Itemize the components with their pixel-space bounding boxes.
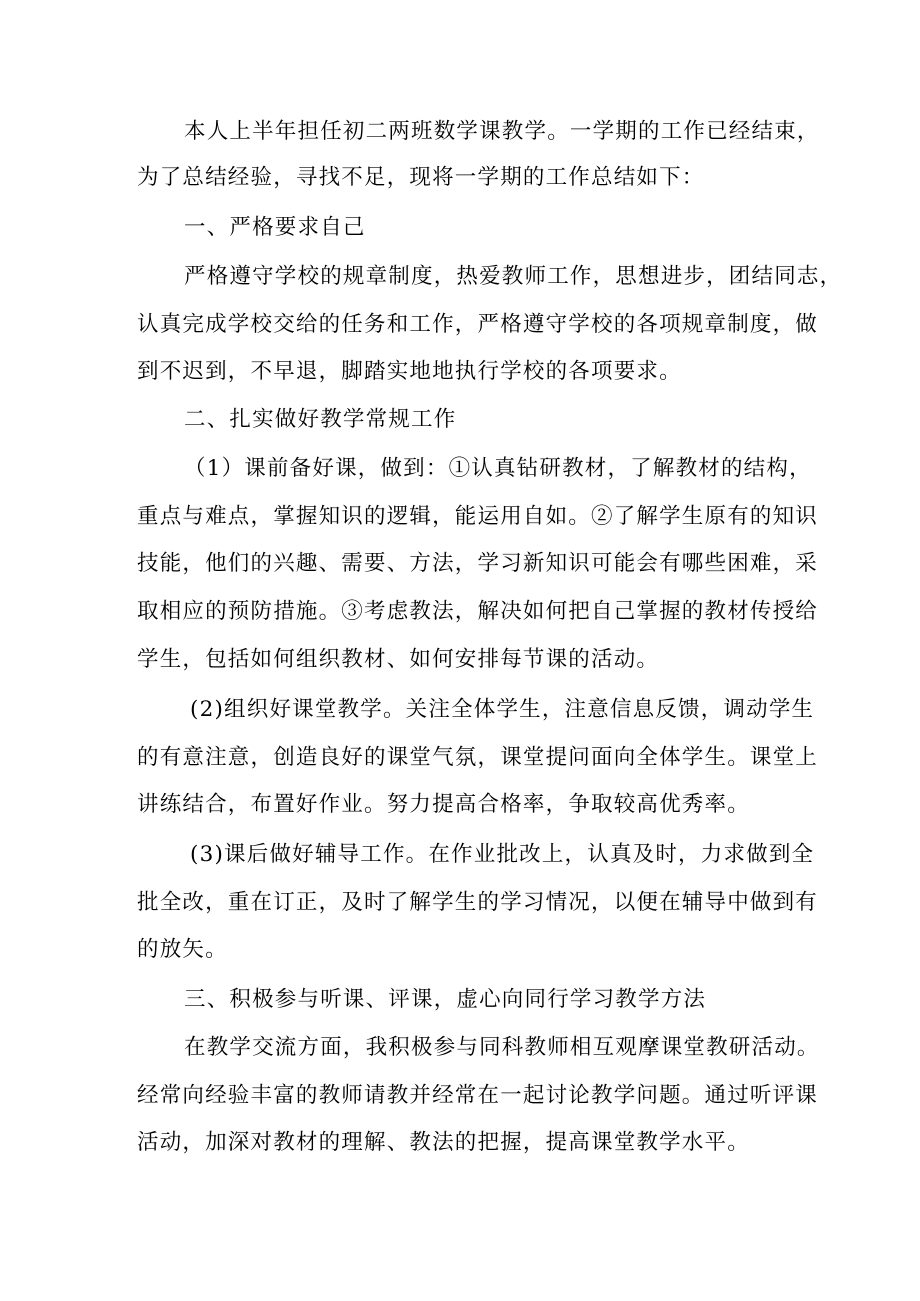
section-3-heading: 三、积极参与听课、评课，虚心向同行学习教学方法	[184, 987, 707, 1012]
section-1-line-1: 严格遵守学校的规章制度，热爱教师工作，思想进步，团结同志，	[184, 264, 843, 289]
section-2-item-1-line-3: 技能，他们的兴趣、需要、方法，学习新知识可能会有哪些困难，采	[137, 551, 819, 576]
section-2-item-3-line-1: (3)课后做好辅导工作。在作业批改上，认真及时，力求做到全	[190, 842, 815, 867]
section-2-item-1-line-2: 重点与难点，掌握知识的逻辑，能运用自如。②了解学生原有的知识	[137, 504, 819, 529]
section-2-item-2-line-2: 的有意注意，创造良好的课堂气氛，课堂提问面向全体学生。课堂上	[137, 745, 819, 770]
intro-line-2: 为了总结经验，寻找不足，现将一学期的工作总结如下：	[137, 165, 705, 190]
section-1-line-3: 到不迟到，不早退，脚踏实地地执行学校的各项要求。	[137, 359, 682, 384]
section-2-item-1-line-5: 学生，包括如何组织教材、如何安排每节课的活动。	[137, 647, 660, 672]
section-2-heading: 二、扎实做好教学常规工作	[184, 407, 457, 432]
section-2-item-3-line-3: 的放矢。	[137, 937, 228, 962]
section-1-heading: 一、严格要求自己	[184, 215, 366, 240]
section-2-item-3-line-2: 批全改，重在订正，及时了解学生的学习情况，以便在辅导中做到有	[137, 890, 819, 915]
section-2-item-2-line-1: (2)组织好课堂教学。关注全体学生，注意信息反馈，调动学生	[190, 697, 815, 722]
section-2-item-1-line-1: （1）课前备好课，做到：①认真钻研教材，了解教材的结构，	[184, 456, 812, 481]
section-3-line-3: 活动，加深对教材的理解、教法的把握，提高课堂教学水平。	[137, 1130, 750, 1155]
section-2-item-2-line-3: 讲练结合，布置好作业。努力提高合格率，争取较高优秀率。	[137, 792, 750, 817]
intro-line-1: 本人上半年担任初二两班数学课教学。一学期的工作已经结束，	[184, 119, 820, 144]
section-2-item-1-line-4: 取相应的预防措施。③考虑教法，解决如何把自己掌握的教材传授给	[137, 599, 819, 624]
section-1-line-2: 认真完成学校交给的任务和工作，严格遵守学校的各项规章制度，做	[137, 312, 819, 337]
section-3-line-2: 经常向经验丰富的教师请教并经常在一起讨论教学问题。通过听评课	[137, 1083, 819, 1108]
section-3-line-1: 在教学交流方面，我积极参与同科教师相互观摩课堂教研活动。	[184, 1035, 820, 1060]
